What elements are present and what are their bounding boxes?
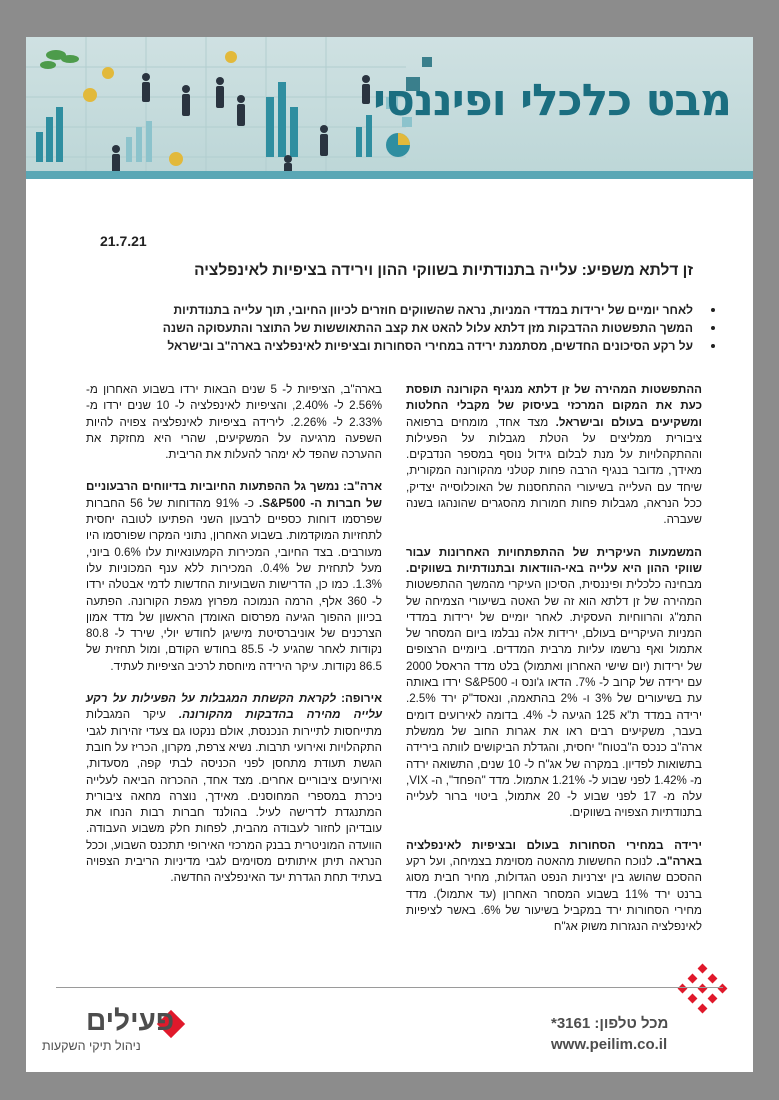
header-banner xyxy=(26,37,753,179)
logo-name: פעילים xyxy=(86,1005,175,1036)
paragraph xyxy=(406,545,702,822)
paragraph xyxy=(86,479,382,675)
paragraph-lead: ירידה במחירי הסחורות בעולם ובציפיות לאינפלציה בארה"ב. xyxy=(406,838,702,869)
website-link[interactable]: www.peilim.co.il xyxy=(551,1036,668,1053)
paragraph-body: בארה"ב, הציפיות ל- 5 שנים הבאות ירדו בשבוע האחרון מ- 2.56% ל- 2.40%, והציפיות לאינפלציה ל- 10 שנים ירדו מ- 2.33% ל- 2.26%. לירידה בציפיות לאינפלציה צפויה להיות השפעה מרגיעה על המשקיעים, שהרי היא מחזקת את ההערכה שהפד לא ימהר להעלות את הריבית. xyxy=(86,383,382,462)
footer-divider xyxy=(56,987,723,988)
paragraph-body: מבחינה כלכלית ופיננסית, הסיכון העיקרי מהמשך ההתפשטות המהירה של זן דלתא הוא זה של האטה בשיעורי הצמיחה של התמ"ג והרווחיות העסקית. לאחר יומיים של ירידות במדדי המניות העיקריים בעולם, ירידות אלה נבלמו ביום המסחר של אתמול ואף נרשמו עליות מרבית המדדים. ביומיים הרצופים של ירידות (יום שישי האחרון ואתמול) בלט מדד הראסל 2000 עם ירידה של קרוב ל- 7%. הדאו ג'ונס ו- S&P500 ירדו באותה עת בשיעורים של 3% ו- 2% בהתאמה, ונאסד"ק ירד 2.5%. ירידה במדד ת"א 125 הגיעה ל- 4%. בדומה לאירועים דומים בעבר, משקיעים רבים ראו את אגרות החוב של ממשלת ארה"ב כנכס ה"בטוח" יחסית, והגדלת הביקושים לוותה בירידה בתשואות לפדיון. במקרה של אג"ח ל- 10 שנים, התשואה ירדה מ- 1.42% לפני שבוע ל- 1.21% אתמול. מדד "הפחד", ה- VIX, עלה מ- 17 לפני שבוע ל- 20 אתמול, ביטוי ברור לעלייה בתנודתיות הצפויה בשווקים. xyxy=(406,578,702,820)
summary-bullet: על רקע הסיכונים החדשים, מסתמנת ירידה במחירי הסחורות ובציפיות לאינפלציה בארה"ב ובישראל xyxy=(79,337,719,355)
left-text-column xyxy=(86,382,382,903)
summary-bullet: לאחר יומיים של ירידות במדדי המניות, נראה שהשווקים חוזרים לכיוון החיובי, תוך עלייה בתנודתיות xyxy=(79,301,719,319)
decorative-dots-icon xyxy=(672,963,734,1025)
logo-tagline: ניהול תיקי השקעות xyxy=(42,1039,141,1053)
paragraph-body: עיקר המגבלות מתייחסות לתיירות הנכנסת, אולם ננקטו גם צעדי זהירות לגבי התקהלויות ואירועי תרבות. נשיא צרפת, מקרון, הכריז על חובת הגשת תעודת מתחסן לפני הכניסה לבתי קפה, מסעדות, ואירועים ציבוריים אחרים. מצד אחד, ההכרזה הביאה לעלייה ניכרת במספרי המחוסנים. מאידך, נוצרה מחאה ציבורית המתנגדת לדרישה לעיל. בהולנד חברות רבות הנחו את עובדיהן לחזור לעבודה מהבית, לפחות חלק משבוע העבודה. הוועדה המוניטרית בבנק המרכזי האירופי תתכנס השבוע, וככל הנראה תיתן איתותים מסוימים לגבי מדיניות הריבית הצפויה בעתיד תחת הגדרת יעד האינפלציה החדשה. xyxy=(86,708,382,885)
document-page xyxy=(26,37,753,1072)
paragraph-lead: אירופה: xyxy=(341,692,382,706)
paragraph-body: לנוכח החששות מהאטה מסוימת בצמיחה, ועל רקע ההסכם שהושג בין יצרניות הנפט הגדולות, מחיר חבית מסוג ברנט ירד 11% בשבוע המסחר האחרון (עד אתמול). מדד מחירי הסחורות ירד במקביל בשיעור של 6%. באשר לציפיות לאינפלציה הנגזרות משוק אג"ח xyxy=(406,855,702,934)
paragraph-lead: המשמעות העיקרית של ההתפתחויות האחרונות עבור שווקי ההון היא עלייה באי-הוודאות ובתנודתיות בשווקים. xyxy=(406,545,702,575)
paragraph-body: כ- 91% מהדוחות של 56 החברות שפרסמו דוחות כספיים לרבעון השני הפתיעו לטובה יחסית לתחזיות המוקדמות. בשבוע האחרון, נתוני המקרו שפורסמו היו מעורבים. בצד החיובי, המכירות הקמעונאיות עלו 0.6% ביוני, מעל לתחזית של 0.4%. המכירות ללא ענף המכוניות עלו 1.3%. כמו כן, הדרישות השבועיות החדשות לדמי אבטלה ירדו ל- 360 אלף, הרמה הנמוכה מפרוץ מגפת הקורונה. הפתעה בכיוון ההפוך הגיעה מפרסום האומדן הראשון של מדד אמון הצרכנים של אוניברסיטת מישיגן לחודש יולי, שירד ל- 80.8 נקודות לאחר שהגיע ל- 85.5 בחודש הקודם, ומול תחזית של 86.5 נקודות. עיקר הירידה מיוחסת לרכיב הציפיות לעתיד. xyxy=(86,496,382,673)
paragraph xyxy=(406,838,702,936)
banner-divider xyxy=(26,171,753,179)
right-text-column xyxy=(406,382,702,952)
banner-title: מבט כלכלי ופיננסי xyxy=(373,75,731,126)
summary-bullets xyxy=(79,301,719,355)
paragraph xyxy=(86,691,382,887)
paragraph-lead-italic: לקראת הקשחת המגבלות על הפעילות על רקע עלייה מהירה בהדבקות מהקורונה. xyxy=(86,692,382,722)
paragraph xyxy=(406,382,702,529)
phone-number: מכל טלפון: 3161* xyxy=(551,1015,669,1032)
summary-bullet: המשך התפשטות ההדבקות מזן דלתא עלול להאט את קצב ההתאוששות של התוצר והתעסוקה השנה xyxy=(79,319,719,337)
paragraph-lead: ההתפשטות המהירה של זן דלתא מנגיף הקורונה תופסת כעת את המקום המרכזי בעיסוק של מקבלי החלטות ומשקיעים בעולם ובישראל. xyxy=(406,383,702,429)
contact-info xyxy=(551,1015,668,1053)
headline: זן דלתא משפיע: עלייה בתנודתיות בשווקי ההון וירידה בציפיות לאינפלציה xyxy=(194,262,693,279)
paragraph-lead: ארה"ב: נמשך גל ההפתעות החיוביות בדיווחים הרבעוניים של חברות ה- S&P500. xyxy=(86,480,382,510)
paragraph-body: מצד אחד, מומחים ברפואה ציבורית ממליצים על הטלת מגבלות על הפעילות וההתקהלויות על מנת לבלום גידול נוסף במספר הנדבקים. מאידך, מדובר בנגיף הרבה פחות קטלני מהקורונה המקורית, שיחד עם העלייה בשיעורי ההתחסנות של האוכלוסייה יצדיק, ככל הנראה, מגבלות פחות חמורות מהסגרים שהונהגו בשנה שעברה. xyxy=(406,415,702,527)
paragraph xyxy=(86,382,382,463)
report-date: 21.7.21 xyxy=(100,233,147,249)
